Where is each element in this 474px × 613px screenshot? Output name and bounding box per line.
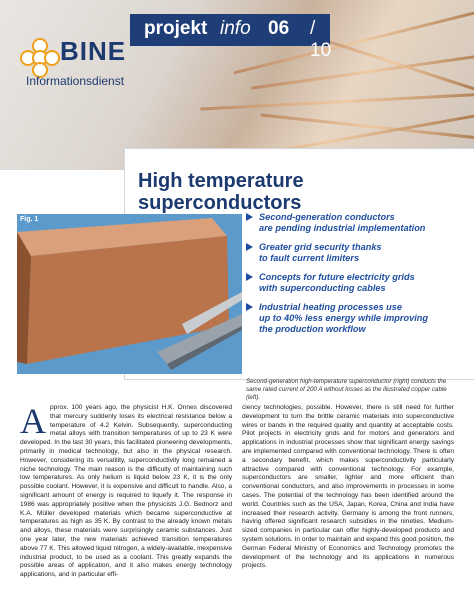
figure-label: Fig. 1 — [20, 216, 39, 223]
body-column-2 — [242, 404, 454, 571]
body-text: ciency technologies, possible. However, there is still need for further development to turn the brittle ceramic materials into superconductive wires or bands in the required quality and quantity at acceptable costs. Pilot projects in electricity grids and for motors and generators and applications in industrial processes show that significant energy savings are implemented compared with conventional technology. There is often a secondary benefit, which makes superconductivity particularly attractive compared with conventional technology. For example, superconductors are smaller, lighter and more efficient than conventional conductors, and also improvements in processes in some cases. The potential of the technology has been identified around the world. Countries such as the USA, Japan, Korea, China and India have increased their research activity. Germany is among the front runners, having offered significant research subsidies in the nineties. Medium-sized companies in particular can offer highly-developed products and system solutions. In order to maintain and expand this good position, the German Federal Ministry of Economics and Technology promotes the development of the technology and its applications in numerous projects. — [242, 404, 454, 570]
arrow-icon — [246, 213, 253, 221]
figure-caption: Second-generation high-temperature superconductor (right) conducts the same rated current of 200 A without losses as the illustrated copper cable (left). — [246, 378, 447, 401]
highlight-line: are pending industrial implementation — [259, 223, 426, 233]
title-line-2: superconductors — [138, 192, 302, 214]
logo-rings-icon — [20, 38, 56, 74]
page-title — [138, 170, 304, 214]
tag-issue: 06 — [268, 18, 290, 39]
tag-prefix: projekt — [144, 18, 208, 39]
header-banner — [0, 0, 474, 170]
title-line-1: High temperature — [138, 170, 304, 192]
bine-logo — [0, 30, 128, 90]
conductor-illustration — [17, 214, 242, 374]
highlight-line: Greater grid security thanks — [259, 242, 382, 252]
body-text: pprox. 100 years ago, the physicist H.K. Onnes discovered that mercury suddenly loses its electrical resistance below a temperature of 4.2 Kelvin. Subsequently, superconducting metal alloys with transition temperatures of up to 23 K were developed. In the last 30 years, this facilitated pioneering developments, primarily in medical technology, but also in the physical research. However, considering its versatility, superconductivity long remained a niche technology. The main reason is the difficulty of maintaining such low temperatures. As only helium is liquid below 23 K, it is the only possible coolant. However, it is expensive and difficult to handle. Also, a significant amount of energy is required to liquefy it. The response in 1986 was appropriately positive when the physicists J.G. Bednorz and K.A. Müller developed materials which became superconductive at temperatures as high as 35 K. By contrast to the already known metals and alloys, these materials were surprisingly ceramic substances. Just one year later, the new materials achieved transition temperatures above 77 K. This allowed liquid nitrogen, a widely-available, inexpensive industrial product, to be used as a coolant. This greatly expands the possible areas of application, and it also makes energy technology applications, and in particular effi- — [20, 404, 232, 579]
figure-photo — [17, 214, 242, 374]
body-column-1 — [20, 401, 232, 580]
logo-name: BINE — [60, 36, 127, 66]
arrow-icon — [246, 303, 253, 311]
highlight-line: with superconducting cables — [259, 283, 386, 293]
logo-subtitle: Informationsdienst — [26, 74, 125, 88]
highlight-line: to fault current limiters — [259, 253, 360, 263]
highlight-line: up to 40% less energy while improving — [259, 313, 428, 323]
highlight-line: Second-generation conductors — [259, 212, 395, 222]
arrow-icon — [246, 243, 253, 251]
drop-cap: A — [20, 401, 46, 441]
tag-info: info — [220, 18, 251, 39]
arrow-icon — [246, 273, 253, 281]
highlight-line: Concepts for future electricity grids — [259, 272, 415, 282]
tag-year: / 10 — [310, 18, 332, 61]
highlight-line: the production workflow — [259, 324, 366, 334]
highlight-line: Industrial heating processes use — [259, 302, 402, 312]
wire-graphic — [200, 92, 474, 110]
publication-tag — [130, 14, 332, 61]
